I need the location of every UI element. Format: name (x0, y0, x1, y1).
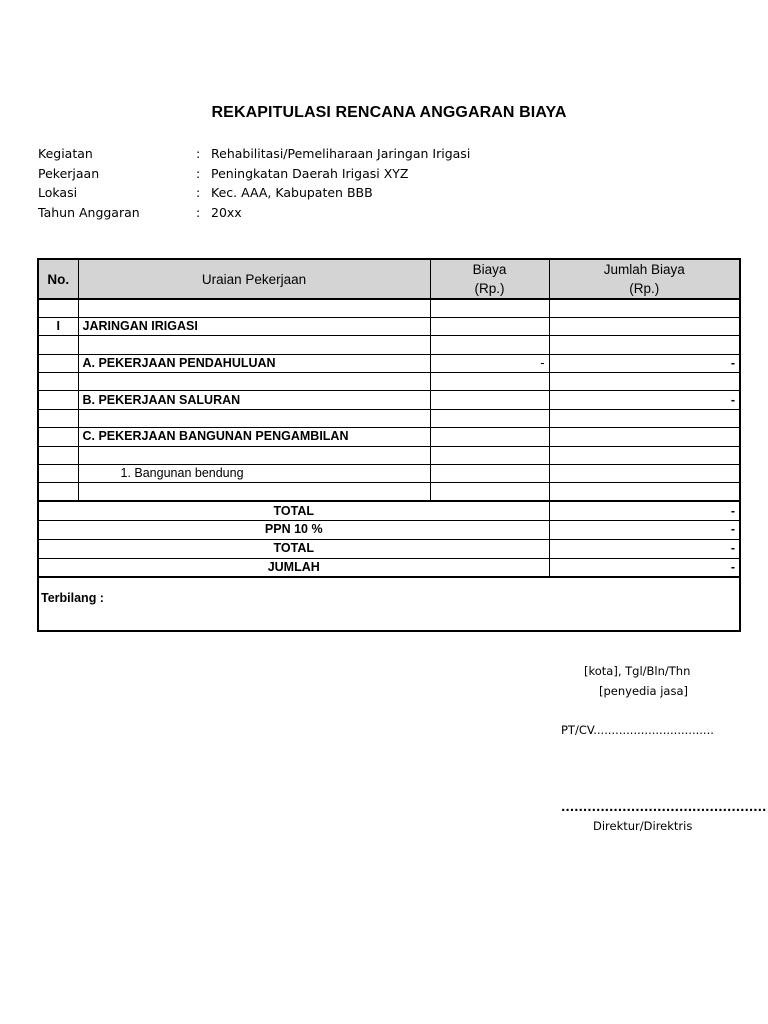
header-biaya-line1: Biaya (472, 262, 507, 277)
summary-label: JUMLAH (38, 558, 549, 577)
row-desc: B. PEKERJAAN SALURAN (78, 391, 430, 409)
row-jumlah: - (549, 354, 740, 372)
terbilang-row (38, 577, 740, 631)
signature-position: Direktur/Direktris (593, 819, 693, 833)
signature-company: PT/CV................................. (561, 723, 714, 737)
table-row-jaringan-irigasi (38, 317, 740, 335)
row-desc: A. PEKERJAAN PENDAHULUAN (78, 354, 430, 372)
signature-place-date: [kota], Tgl/Bln/Thn (584, 664, 691, 678)
row-desc: C. PEKERJAAN BANGUNAN PENGAMBILAN (78, 428, 430, 446)
info-label: Tahun Anggaran (38, 204, 140, 220)
table-row (38, 446, 740, 464)
signature-block (556, 660, 767, 840)
summary-row-total (38, 501, 740, 520)
header-jumlah-line1: Jumlah Biaya (603, 262, 685, 277)
header-biaya-line2: (Rp.) (474, 281, 505, 296)
project-info (38, 144, 470, 222)
row-no: I (38, 317, 78, 335)
summary-label: TOTAL (38, 539, 549, 558)
summary-value: - (549, 501, 740, 520)
row-biaya: - (430, 354, 549, 372)
summary-label: PPN 10 % (38, 520, 549, 539)
info-colon: : (196, 204, 201, 220)
table-row (38, 336, 740, 354)
budget-table (37, 258, 741, 632)
row-jumlah: - (549, 391, 740, 409)
info-label: Pekerjaan (38, 165, 100, 181)
header-jumlah-line2: (Rp.) (629, 281, 660, 296)
summary-value: - (549, 558, 740, 577)
table-row-pekerjaan-bangunan (38, 428, 740, 446)
table-row (38, 409, 740, 427)
info-value: Kec. AAA, Kabupaten BBB (211, 185, 373, 201)
info-row-tahun-anggaran (38, 203, 470, 223)
table-row-bangunan-bendung (38, 465, 740, 483)
summary-row-ppn (38, 520, 740, 539)
info-colon: : (196, 185, 201, 201)
table-row-pekerjaan-pendahuluan (38, 354, 740, 372)
header-uraian: Uraian Pekerjaan (78, 259, 430, 299)
summary-row-total-2 (38, 539, 740, 558)
row-desc-cell (78, 465, 430, 483)
info-colon: : (196, 146, 201, 162)
header-jumlah-biaya (549, 259, 740, 299)
table-row (38, 299, 740, 317)
info-row-lokasi (38, 183, 470, 203)
info-colon: : (196, 165, 201, 181)
signature-line: ............................................... (561, 800, 767, 814)
info-value: Rehabilitasi/Pemeliharaan Jaringan Irigasi (211, 146, 471, 162)
summary-label: TOTAL (38, 501, 549, 520)
document-title: REKAPITULASI RENCANA ANGGARAN BIAYA (211, 104, 567, 121)
info-value: 20xx (211, 204, 242, 220)
info-row-kegiatan (38, 144, 470, 164)
summary-value: - (549, 539, 740, 558)
table-row (38, 373, 740, 391)
table-row-pekerjaan-saluran (38, 391, 740, 409)
signature-role: [penyedia jasa] (599, 684, 688, 698)
info-label: Lokasi (38, 185, 78, 201)
table-header-row (38, 259, 740, 299)
row-desc: 1. Bangunan bendung (120, 466, 244, 481)
summary-value: - (549, 520, 740, 539)
terbilang-label: Terbilang : (38, 577, 740, 631)
header-no: No. (38, 259, 78, 299)
summary-row-jumlah (38, 558, 740, 577)
header-biaya (430, 259, 549, 299)
table-row (38, 483, 740, 501)
row-desc: JARINGAN IRIGASI (78, 317, 430, 335)
info-label: Kegiatan (38, 146, 93, 162)
info-row-pekerjaan (38, 164, 470, 184)
info-value: Peningkatan Daerah Irigasi XYZ (211, 165, 409, 181)
